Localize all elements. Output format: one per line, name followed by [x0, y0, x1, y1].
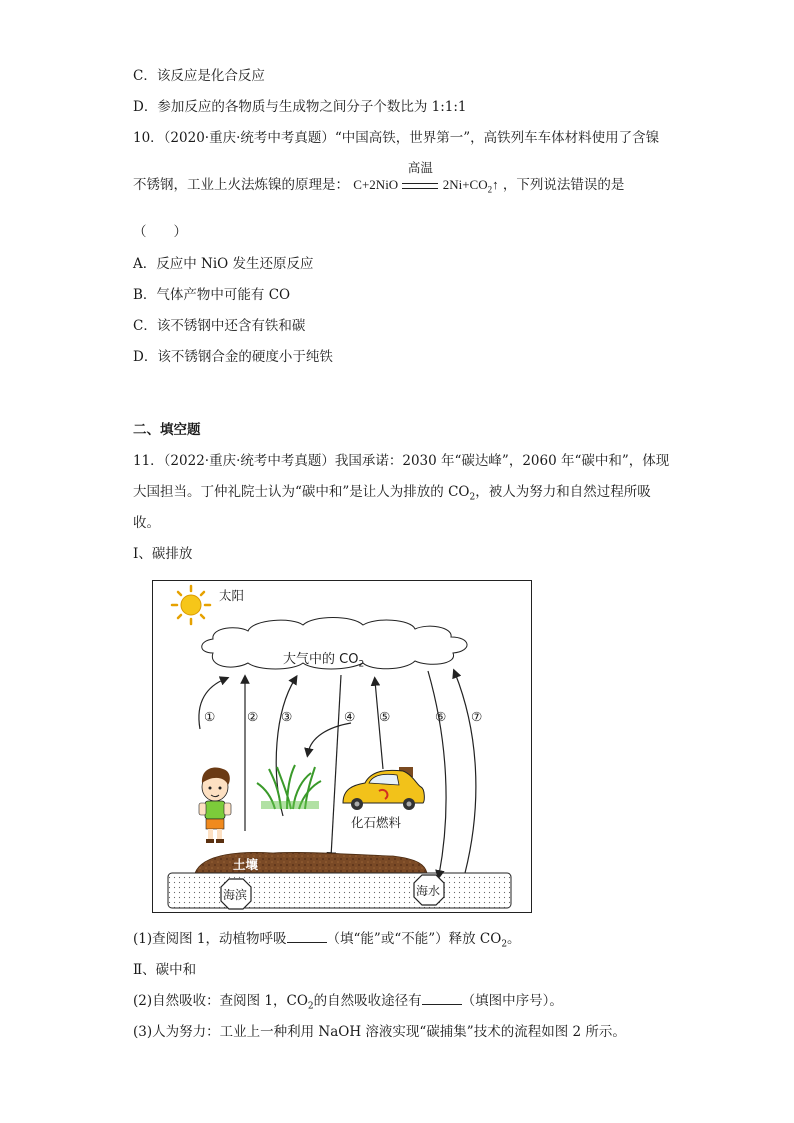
path-number-3: ③	[281, 709, 293, 724]
q10-option-b: B．气体产物中可能有 CO	[133, 287, 291, 303]
part2-heading: Ⅱ、碳中和	[133, 962, 197, 978]
path-number-5: ⑤	[379, 709, 391, 724]
equation-subscript: 2	[487, 184, 493, 195]
q10-stem-end: ，下列说法错误的是	[502, 177, 625, 193]
q10-option-d: D．该不锈钢合金的硬度小于纯铁	[133, 349, 333, 365]
nickel-equation	[353, 161, 499, 200]
path-number-6: ⑥	[435, 709, 447, 724]
q9-option-c: C．该反应是化合反应	[133, 68, 265, 84]
beach-label: 海滨	[223, 888, 248, 902]
part1-heading: Ⅰ、碳排放	[133, 546, 193, 562]
cloud-label: 大气中的 $CO_2$	[283, 652, 365, 670]
q10-option-a: A．反应中 NiO 发生还原反应	[133, 256, 314, 272]
equation-equals-sign	[402, 183, 438, 189]
path-number-2: ②	[247, 709, 259, 724]
soil-label: 土壤	[233, 857, 259, 872]
equation-right: 2Ni+CO	[442, 177, 488, 192]
answer-blank-2[interactable]	[422, 992, 462, 1005]
carbon-cycle-drawing	[153, 581, 531, 912]
q11-subq2: (2)自然吸收：查阅图 1，$CO_2$的自然吸收途径有 （填图中序号）。	[133, 993, 563, 1012]
sun-label: 太阳	[219, 588, 245, 603]
q10-option-c: C．该不锈钢中还含有铁和碳	[133, 318, 306, 334]
path-number-1: ①	[204, 709, 216, 724]
q10-stem-text: 不锈钢，工业上火法炼镍的原理是：	[133, 177, 349, 193]
q11-stem-line2: 大国担当。丁仲礼院士认为“碳中和”是让人为排放的 $CO_2$，被人为努力和自然过程所吸	[133, 484, 651, 503]
boy-icon	[199, 768, 231, 843]
carbon-cycle-figure	[152, 580, 532, 913]
q11-stem-line3: 收。	[133, 515, 160, 531]
sea-label: 海水	[416, 884, 441, 898]
path-number-7: ⑦	[471, 709, 483, 724]
q10-stem-line2	[133, 161, 625, 200]
q10-stem-line1: 10．（2020·重庆·统考中考真题）“中国高铁，世界第一”，高铁列车车体材料使用了含镍	[133, 130, 660, 146]
soil-shape	[195, 852, 427, 873]
fossil-fuel-label: 化石燃料	[351, 815, 402, 830]
grass-base	[261, 801, 319, 809]
section-title: 二、填空题	[133, 422, 201, 438]
q9-option-d: D．参加反应的各物质与生成物之间分子个数比为 1:1:1	[133, 99, 467, 115]
gas-arrow: ↑	[492, 177, 499, 192]
equation-condition: 高温	[407, 161, 433, 175]
sun-icon	[172, 586, 210, 624]
answer-blank-1[interactable]	[287, 930, 327, 943]
car-icon	[343, 767, 424, 810]
q11-subq1: (1)查阅图 1，动植物呼吸 （填“能”或“不能”）释放 $CO_2$。	[133, 931, 521, 950]
q10-answer-paren: （ ）	[133, 224, 187, 240]
equation-left: C+2NiO	[353, 177, 399, 192]
ground-strip	[168, 873, 511, 908]
q11-subq3: (3)人为努力：工业上一种利用 NaOH 溶液实现“碳捕集”技术的流程如图 2 所示。	[133, 1024, 626, 1040]
path-number-4: ④	[344, 709, 356, 724]
q11-stem-line1: 11．（2022·重庆·统考中考真题）我国承诺：2030 年“碳达峰”，2060 年“碳中和”，体现	[133, 453, 670, 469]
